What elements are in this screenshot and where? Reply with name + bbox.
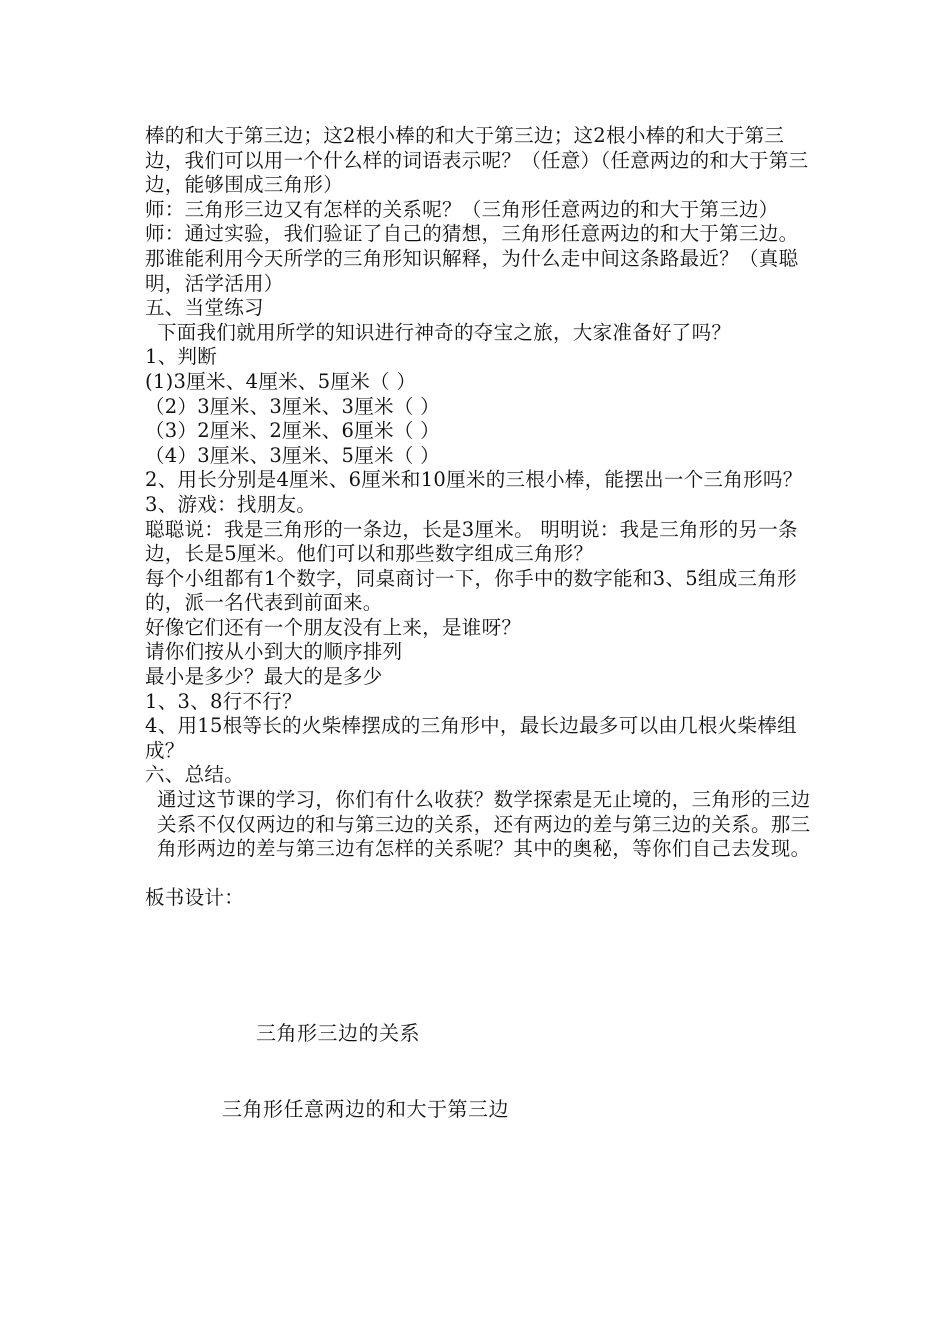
- section-heading-practice: 五、当堂练习: [145, 296, 264, 320]
- exercise-judge-heading: 1、判断: [145, 345, 218, 369]
- exercise-judge-item-2: （2）3厘米、3厘米、3厘米（ ）: [145, 394, 440, 418]
- exercise-judge-item-1: (1)3厘米、4厘米、5厘米（ ）: [145, 369, 417, 393]
- paragraph-shortest-path: 那谁能利用今天所学的三角形知识解释，为什么走中间这条路最近？（真聪明，活学活用）: [145, 246, 799, 295]
- paragraph-min-max: 最小是多少？最大的是多少: [145, 665, 383, 689]
- exercise-judge-item-3: （3）2厘米、2厘米、6厘米（ ）: [145, 419, 440, 443]
- paragraph-game-dialogue: 聪聪说：我是三角形的一条边，长是3厘米。 明明说：我是三角形的另一条边，长是5厘米。他们可以和那些数字组成三角形？: [145, 517, 798, 566]
- paragraph-teacher-question: 师：三角形三边又有怎样的关系呢？（三角形任意两边的和大于第三边）: [145, 197, 779, 221]
- paragraph-summary: 通过这节课的学习，你们有什么收获？数学探索是无止境的，三角形的三边关系不仅仅两边的和与第三边的关系，还有两边的差与第三边的关系。那三角形两边的差与第三边有怎样的关系呢？其中的奥秘，等你们自己去发现。: [157, 788, 811, 861]
- paragraph-missing-friend: 好像它们还有一个朋友没有上来，是谁呀？: [145, 615, 522, 639]
- paragraph-138-check: 1、3、8行不行？: [145, 689, 302, 713]
- section-heading-summary: 六、总结。: [145, 763, 245, 787]
- exercise-sticks-question: 2、用长分别是4厘米、6厘米和10厘米的三根小棒，能摆出一个三角形吗？: [145, 468, 803, 492]
- board-title: 三角形三边的关系: [256, 1021, 420, 1045]
- exercise-matchsticks-question: 4、用15根等长的火柴棒摆成的三角形中，最长边最多可以由几根火柴棒组成？: [145, 714, 797, 762]
- paragraph-treasure-intro: 下面我们就用所学的知识进行神奇的夺宝之旅，大家准备好了吗？: [157, 320, 732, 344]
- board-design-label: 板书设计：: [145, 886, 245, 910]
- blank-line: [145, 862, 815, 887]
- paragraph-triangle-sum: 棒的和大于第三边；这2根小棒的和大于第三边；这2根小棒的和大于第三边，我们可以用一个什么样的词语表示呢？（任意）（任意两边的和大于第三边，能够围成三角形）: [145, 124, 809, 197]
- exercise-judge-item-4: （4）3厘米、3厘米、5厘米（ ）: [145, 443, 440, 467]
- exercise-game-heading: 3、游戏：找朋友。: [145, 492, 317, 516]
- lesson-body-text: [145, 124, 815, 911]
- paragraph-order-request: 请你们按从小到大的顺序排列: [145, 640, 403, 664]
- paragraph-group-number: 每个小组都有1个数字，同桌商讨一下，你手中的数字能和3、5组成三角形的，派一名代表到前面来。: [145, 566, 797, 615]
- board-content: 三角形任意两边的和大于第三边: [222, 1097, 509, 1121]
- paragraph-teacher-conclusion: 师：通过实验，我们验证了自己的猜想，三角形任意两边的和大于第三边。: [145, 222, 799, 246]
